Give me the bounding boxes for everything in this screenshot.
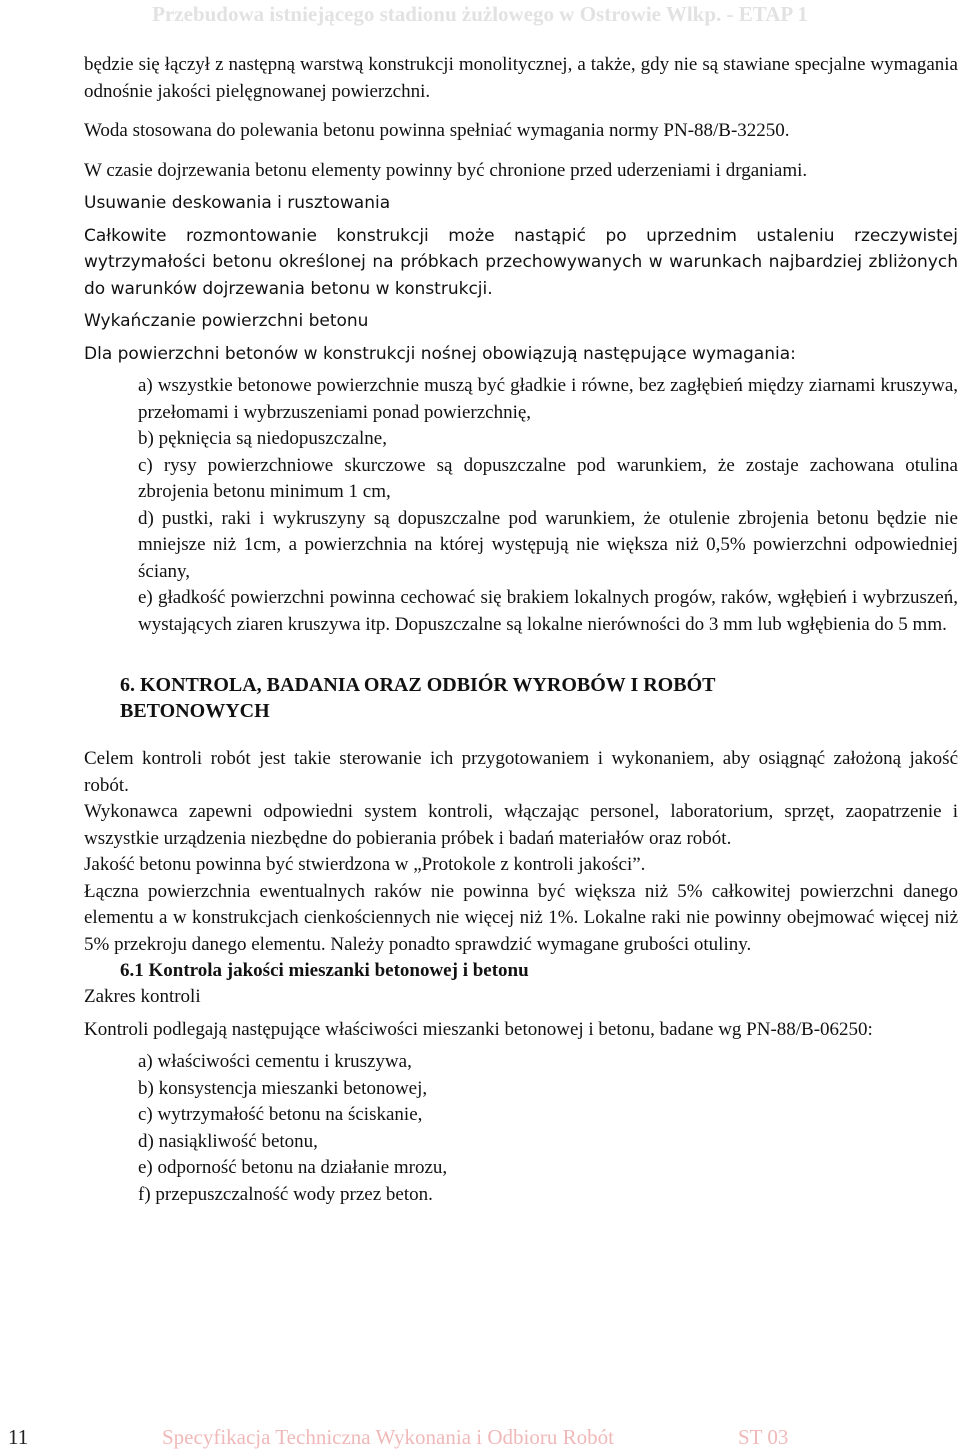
- section-6-heading-line1: 6. KONTROLA, BADANIA ORAZ ODBIÓR WYROBÓW I ROBÓT: [120, 674, 716, 696]
- list-item: c) rysy powierzchniowe skurczowe są dopuszczalne pod warunkiem, że zostaje zachowana otulina zbrojenia betonu minimum 1 cm,: [138, 454, 958, 502]
- section-6-heading-line2: BETONOWYCH: [120, 700, 270, 722]
- footer-code: ST 03: [738, 1425, 789, 1449]
- list-item: a) właściwości cementu i kruszywa,: [138, 1051, 412, 1072]
- page-footer: [0, 1423, 960, 1453]
- list-item: b) pęknięcia są niedopuszczalne,: [138, 428, 387, 449]
- document-body: [84, 52, 958, 1208]
- list-item: e) gładkość powierzchni powinna cechować się brakiem lokalnych progów, raków, wgłębień i wybrzuszeń, wystających ziaren kruszywa itp. Dopuszczalne są lokalne nierówności do 3 mm lub wgłębienia do 5 mm.: [138, 587, 958, 635]
- page-number: 11: [8, 1425, 29, 1449]
- paragraph-quality-protocol: Jakość betonu powinna być stwierdzona w „Protokole z kontroli jakości”.: [84, 854, 646, 875]
- list-item: d) nasiąkliwość betonu,: [138, 1130, 318, 1152]
- scope-heading: Zakres kontroli: [84, 986, 201, 1007]
- paragraph-defect-limits: Łączna powierzchnia ewentualnych raków nie powinna być większa niż 5% całkowitej powierzchni danego elementu a w konstrukcjach cienkościennych nie więcej niż 1%. Lokalne raki nie powinny obejmować więcej niż 5% przekroju danego elementu. Należy ponadto sprawdzić wymagane grubości otuliny.: [84, 880, 958, 955]
- properties-list: [84, 1049, 958, 1208]
- surface-requirements-list: [84, 373, 958, 638]
- paragraph-scope-intro: Kontroli podlegają następujące właściwości mieszanki betonowej i betonu, badane wg PN-88/B-06250:: [84, 1018, 873, 1040]
- paragraph-finishing-intro: Dla powierzchni betonów w konstrukcji nośnej obowiązują następujące wymagania:: [84, 343, 796, 364]
- list-item: e) odporność betonu na działanie mrozu,: [138, 1157, 448, 1178]
- list-item: c) wytrzymałość betonu na ściskanie,: [138, 1104, 423, 1125]
- formwork-heading: Usuwanie deskowania i rusztowania: [84, 193, 391, 213]
- list-item: d) pustki, raki i wykruszyny są dopuszczalne pod warunkiem, że otulenie zbrojenia betonu będzie nie mniejsze niż 1cm, a powierzchnia na której występują nie większa niż 0,5% powierzchni odpowiedniej ściany,: [138, 507, 958, 582]
- paragraph-protection: W czasie dojrzewania betonu elementy powinny być chronione przed uderzeniami i drganiami.: [84, 159, 808, 181]
- paragraph-control-system: Wykonawca zapewni odpowiedni system kontroli, włączając personel, laboratorium, sprzęt, zaopatrzenie i wszystkie urządzenia niezbędne do pobierania próbek i badań materiałów oraz robót.: [84, 801, 958, 849]
- paragraph-formwork: Całkowite rozmontowanie konstrukcji może nastąpić po uprzednim ustaleniu rzeczywistej wytrzymałości betonu określonej na próbkach przechowywanych w warunkach najbardziej zbliżonych do warunków dojrzewania betonu w konstrukcji.: [84, 225, 958, 299]
- list-item: a) wszystkie betonowe powierzchnie muszą być gładkie i równe, bez zagłębień między ziarnami kruszywa, przełomami i wybrzuszeniami ponad powierzchnię,: [138, 375, 958, 423]
- finishing-heading: Wykańczanie powierzchni betonu: [84, 311, 369, 331]
- list-item: f) przepuszczalność wody przez beton.: [138, 1183, 433, 1205]
- paragraph-water: Woda stosowana do polewania betonu powinna spełniać wymagania normy PN-88/B-32250.: [84, 120, 790, 141]
- footer-title: Specyfikacja Techniczna Wykonania i Odbioru Robót: [162, 1425, 614, 1449]
- paragraph-control-goal: Celem kontroli robót jest takie sterowanie ich przygotowaniem i wykonaniem, aby osiągnąć założoną jakość robót.: [84, 748, 958, 796]
- paragraph-continued: będzie się łączył z następną warstwą konstrukcji monolitycznej, a także, gdy nie są stawiane specjalne wymagania odnośnie jakości pielęgnowanej powierzchni.: [84, 54, 958, 102]
- section-6-heading: [84, 672, 958, 724]
- section-6-1-heading: 6.1 Kontrola jakości mieszanki betonowej i betonu: [120, 960, 529, 981]
- running-header: Przebudowa istniejącego stadionu żużlowego w Ostrowie Wlkp. - ETAP 1: [152, 2, 808, 26]
- list-item: b) konsystencja mieszanki betonowej,: [138, 1077, 428, 1099]
